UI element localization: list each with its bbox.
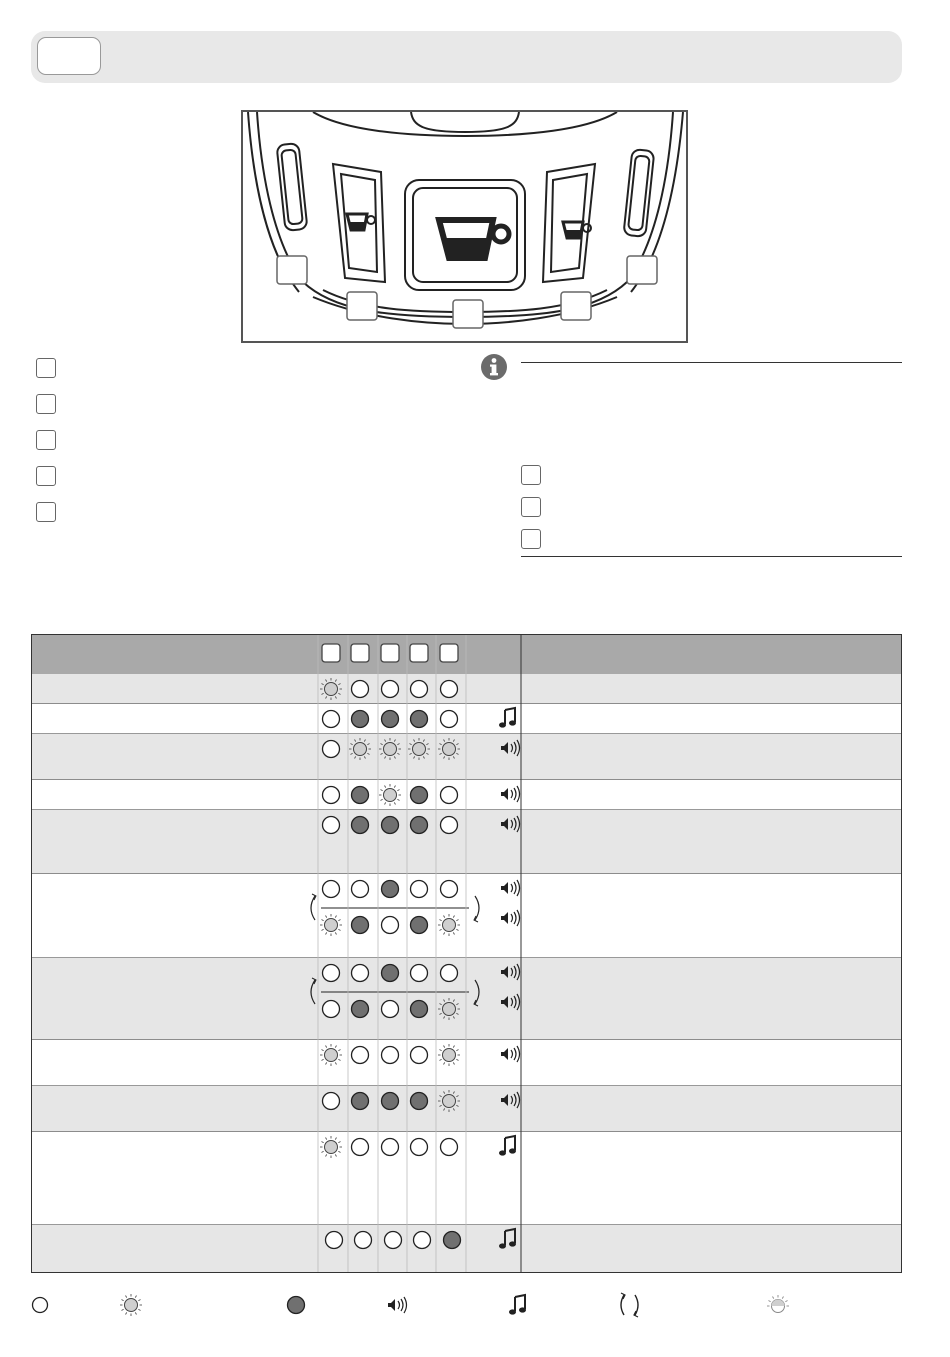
led-off-icon [441,965,458,982]
table-row-background [31,780,902,810]
control-panel-illustration [241,110,688,343]
table-row-background [31,1086,902,1132]
led-off-icon [441,817,458,834]
led-blinking-icon [120,1294,142,1316]
led-off-icon [382,1139,399,1156]
led-off-icon [382,1047,399,1064]
led-off-icon [352,681,369,698]
info-rule-top [521,362,902,363]
led-on-icon [288,1297,305,1314]
led-off-icon [385,1232,402,1249]
led-off-icon [411,681,428,698]
led-off-icon [352,881,369,898]
led-status-table [31,634,902,1273]
table-row [31,780,902,810]
key-item [36,430,416,454]
alternating-icon [621,1293,638,1317]
key-item [36,502,416,526]
info-key-square [521,465,541,485]
led-off-icon [323,965,340,982]
led-off-icon [411,881,428,898]
led-on-icon [352,1001,369,1018]
table-row-background [31,734,902,780]
led-off-icon [323,711,340,728]
header-bar [31,31,902,83]
led-on-icon [411,817,428,834]
info-rule-bottom [521,556,902,557]
led-on-icon [352,787,369,804]
table-row-background [31,674,902,704]
info-icon [480,353,508,381]
led-off-icon [323,817,340,834]
music-note-icon [509,1295,526,1315]
column-key-square [440,644,458,662]
footer-legend-graphic [0,1288,950,1324]
column-key-square [322,644,340,662]
key-square [36,502,56,522]
led-on-icon [382,817,399,834]
led-off-icon [411,965,428,982]
table-row-background [31,1225,902,1273]
led-off-icon [414,1232,431,1249]
key-square [36,466,56,486]
led-on-icon [352,917,369,934]
key-item [36,466,416,490]
led-status-table-graphic [31,634,902,1273]
led-off-icon [441,711,458,728]
led-off-icon [352,1047,369,1064]
led-off-icon [441,1139,458,1156]
led-on-icon [382,965,399,982]
led-off-icon [323,1001,340,1018]
led-off-icon [352,965,369,982]
table-row [31,674,902,704]
led-dim-icon [767,1295,789,1313]
table-row-background [31,958,902,1040]
led-off-icon [382,681,399,698]
led-off-icon [382,1001,399,1018]
cup-large-icon [439,220,509,258]
led-on-icon [411,1093,428,1110]
table-row-background [31,704,902,734]
table-row-background [31,1132,902,1225]
table-header [31,634,902,674]
column-key-square [381,644,399,662]
led-off-icon [352,1139,369,1156]
column-key-square [351,644,369,662]
key-square [36,430,56,450]
led-off-icon [33,1298,48,1313]
led-off-icon [441,787,458,804]
table-row-background [31,810,902,874]
led-on-icon [411,711,428,728]
led-on-icon [411,917,428,934]
led-off-icon [326,1232,343,1249]
column-key-square [410,644,428,662]
led-off-icon [441,681,458,698]
cup-small-icon [347,214,375,230]
table-row-background [31,874,902,958]
footer-legend [0,1288,950,1324]
led-off-icon [323,741,340,758]
led-on-icon [352,711,369,728]
table-row-background [31,1040,902,1086]
led-off-icon [323,1093,340,1110]
led-off-icon [441,881,458,898]
table-row [31,958,902,1040]
led-on-icon [444,1232,461,1249]
led-on-icon [352,1093,369,1110]
table-row [31,1225,902,1273]
info-key-square [521,497,541,517]
table-row [31,1132,902,1225]
table-row [31,874,902,958]
led-on-icon [411,1001,428,1018]
key-item [36,394,416,418]
led-off-icon [323,787,340,804]
led-off-icon [323,881,340,898]
table-row [31,1086,902,1132]
table-row [31,810,902,874]
chapter-tab [37,37,101,75]
table-row [31,1040,902,1086]
led-on-icon [382,881,399,898]
table-row [31,704,902,734]
key-square [36,358,56,378]
table-row [31,734,902,780]
led-on-icon [411,787,428,804]
beep-sound-icon [388,1297,407,1313]
key-square [36,394,56,414]
led-off-icon [411,1139,428,1156]
info-key-square [521,529,541,549]
led-on-icon [382,1093,399,1110]
led-off-icon [411,1047,428,1064]
key-item [36,358,416,382]
led-off-icon [382,917,399,934]
led-on-icon [382,711,399,728]
led-off-icon [355,1232,372,1249]
led-on-icon [352,817,369,834]
